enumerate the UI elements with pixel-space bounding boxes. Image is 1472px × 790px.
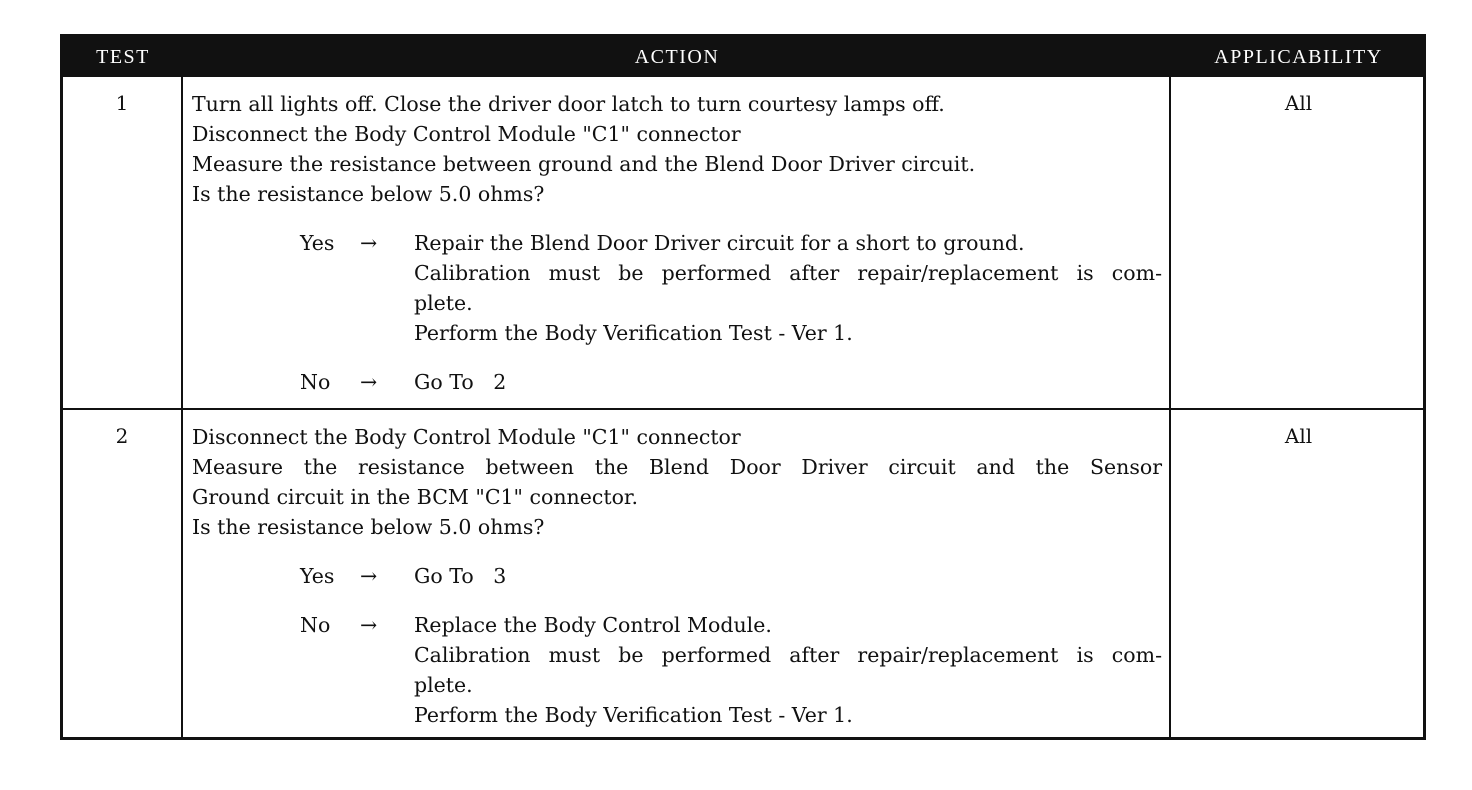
answer-label: No [300, 370, 331, 394]
header-action: ACTION [634, 46, 720, 68]
action-cell [192, 89, 1162, 397]
response-text [414, 610, 1162, 730]
action-line: Is the resistance below 5.0 ohms? [192, 515, 545, 539]
test-number: 1 [115, 91, 129, 115]
response-line: plete. [414, 291, 473, 315]
diagnostic-test-table [60, 34, 1426, 740]
response-line: plete. [414, 673, 473, 697]
response-text [414, 367, 1162, 397]
response-line: Go To 2 [414, 370, 507, 394]
answer-label: Yes [300, 564, 335, 588]
answer-label: No [300, 613, 331, 637]
response-text [414, 561, 1162, 591]
response-line: Calibration must be performed after repair/replacement is com- [414, 643, 1162, 667]
response-line: Go To 3 [414, 564, 507, 588]
applicability-value: All [1284, 424, 1313, 448]
action-line: Disconnect the Body Control Module "C1" connector [192, 122, 741, 146]
table-row [63, 410, 1423, 740]
action-line: Disconnect the Body Control Module "C1" connector [192, 425, 741, 449]
response-line: Replace the Body Control Module. [414, 613, 772, 637]
answer-label: Yes [300, 231, 335, 255]
response-line: Calibration must be performed after repair/replacement is com- [414, 261, 1162, 285]
test-number: 2 [115, 424, 129, 448]
arrow-icon: → [360, 613, 378, 637]
header-test: TEST [96, 46, 150, 68]
response-no [192, 610, 1162, 730]
response-line: Perform the Body Verification Test - Ver 1. [414, 321, 853, 345]
response-line: Perform the Body Verification Test - Ver 1. [414, 703, 853, 727]
response-line: Repair the Blend Door Driver circuit for a short to ground. [414, 231, 1025, 255]
response-text [414, 228, 1162, 348]
action-line: Measure the resistance between ground and the Blend Door Driver circuit. [192, 152, 976, 176]
response-no [192, 367, 1162, 397]
action-cell [192, 422, 1162, 730]
response-yes [192, 561, 1162, 591]
action-line: Is the resistance below 5.0 ohms? [192, 182, 545, 206]
applicability-value: All [1284, 91, 1313, 115]
response-yes [192, 228, 1162, 348]
table-header [63, 37, 1423, 77]
table-row [63, 77, 1423, 408]
header-applicability: APPLICABILITY [1214, 46, 1383, 68]
action-line: Turn all lights off. Close the driver door latch to turn courtesy lamps off. [192, 92, 945, 116]
action-line: Ground circuit in the BCM "C1" connector. [192, 485, 638, 509]
arrow-icon: → [360, 370, 378, 394]
action-line: Measure the resistance between the Blend Door Driver circuit and the Sensor [192, 455, 1162, 479]
arrow-icon: → [360, 231, 378, 255]
arrow-icon: → [360, 564, 378, 588]
